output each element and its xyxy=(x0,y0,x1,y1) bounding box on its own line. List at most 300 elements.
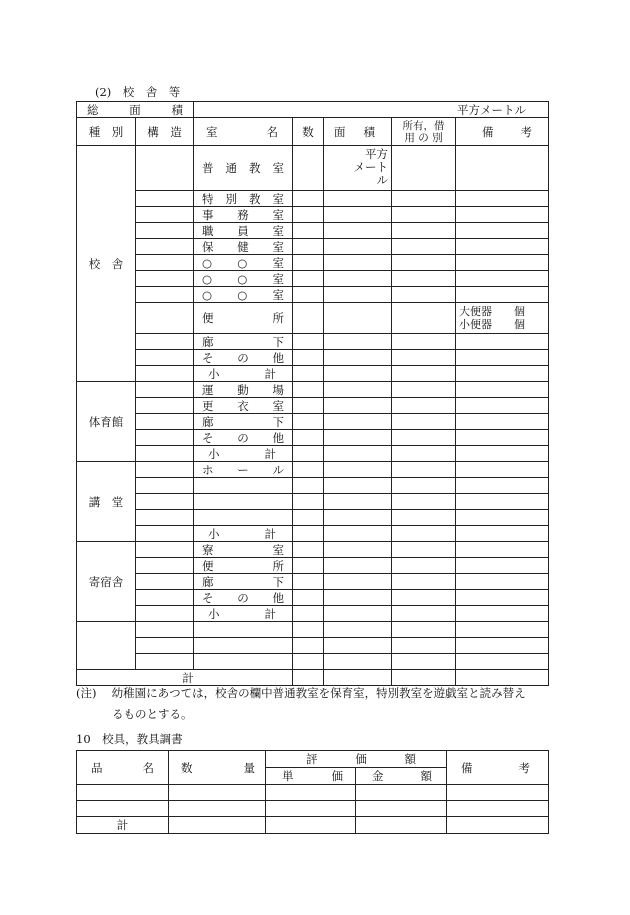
char: ○ xyxy=(237,271,248,286)
room-name xyxy=(194,271,293,287)
remarks-cell xyxy=(456,430,549,446)
char: 室 xyxy=(272,161,284,175)
char: 保 xyxy=(202,239,214,254)
remarks-cell xyxy=(456,542,549,558)
room-name-text xyxy=(208,367,276,381)
char: 下 xyxy=(272,414,284,429)
area-cell xyxy=(324,574,392,590)
t2-header-unit-price xyxy=(266,768,356,785)
room-name-text xyxy=(208,607,276,621)
remarks-cell xyxy=(456,398,549,414)
remarks-cell xyxy=(456,223,549,239)
count-cell xyxy=(293,223,324,239)
room-name-text xyxy=(202,288,284,302)
remarks-cell xyxy=(456,207,549,223)
room-row xyxy=(77,558,549,574)
char: 所 xyxy=(272,558,284,573)
remarks-cell xyxy=(456,239,549,255)
room-row xyxy=(77,526,549,542)
char: 他 xyxy=(272,430,284,445)
room-row xyxy=(77,398,549,414)
room-name xyxy=(194,146,293,191)
t2-header-remarks xyxy=(447,751,549,785)
count-cell xyxy=(293,239,324,255)
remarks-cell xyxy=(456,446,549,462)
char: 小 xyxy=(208,606,220,621)
header-area xyxy=(324,118,392,146)
remarks-cell xyxy=(456,255,549,271)
structure-cell xyxy=(136,239,194,255)
room-name xyxy=(194,398,293,414)
area-unit-cell xyxy=(324,146,392,191)
ownership-cell xyxy=(392,558,456,574)
room-name-text xyxy=(202,161,284,175)
area-cell xyxy=(324,239,392,255)
structure-cell xyxy=(136,366,194,382)
total-area-row xyxy=(77,102,549,118)
area-cell xyxy=(324,287,392,303)
room-row xyxy=(77,510,549,526)
header-type: 種 別 xyxy=(77,118,136,146)
structure-cell xyxy=(136,350,194,366)
structure-cell xyxy=(136,303,194,334)
t2-blank-cell xyxy=(356,801,447,817)
count-cell xyxy=(293,510,324,526)
room-name-text xyxy=(202,399,284,413)
room-name xyxy=(194,382,293,398)
total-area-label xyxy=(77,102,194,118)
area-cell xyxy=(324,350,392,366)
count-cell xyxy=(293,191,324,207)
room-name xyxy=(194,542,293,558)
char: 運 xyxy=(202,382,214,397)
ownership-cell xyxy=(392,146,456,191)
header-remarks xyxy=(456,118,549,146)
char: 小 xyxy=(208,366,220,381)
ownership-cell xyxy=(392,446,456,462)
structure-cell xyxy=(136,526,194,542)
ownership-cell xyxy=(392,191,456,207)
room-name xyxy=(194,510,293,526)
char: 衣 xyxy=(237,398,249,413)
blank-cell xyxy=(136,654,194,670)
room-name xyxy=(194,287,293,303)
room-name-text xyxy=(202,311,284,325)
blank-cell xyxy=(456,622,549,638)
section-title: (2) 校 舎 等 xyxy=(95,85,181,99)
header-ownership-line: 所有，借 xyxy=(402,119,445,132)
area-cell xyxy=(324,303,392,334)
blank-cell xyxy=(136,622,194,638)
room-name xyxy=(194,207,293,223)
char: 更 xyxy=(202,398,214,413)
remarks-cell xyxy=(456,590,549,606)
room-name xyxy=(194,414,293,430)
char: 額 xyxy=(404,752,416,766)
char: 価 xyxy=(355,752,367,766)
char: 面 xyxy=(334,124,346,139)
area-cell xyxy=(324,398,392,414)
area-cell xyxy=(324,414,392,430)
blank-cell xyxy=(293,654,324,670)
header-row xyxy=(77,118,549,146)
char: 特 xyxy=(202,191,214,206)
room-row xyxy=(77,223,549,239)
remarks-cell xyxy=(456,494,549,510)
char: ○ xyxy=(202,287,213,302)
char: 室 xyxy=(272,271,284,286)
t2-blank-cell xyxy=(266,801,356,817)
structure-cell xyxy=(136,398,194,414)
char: 事 xyxy=(202,207,214,222)
total-area-unit: 平方メートル xyxy=(194,102,549,118)
area-cell xyxy=(324,382,392,398)
count-cell xyxy=(293,146,324,191)
t2-blank-cell xyxy=(356,785,447,801)
t2-blank-cell xyxy=(77,801,169,817)
header-count: 数 xyxy=(293,118,324,146)
room-name xyxy=(194,446,293,462)
char: の xyxy=(237,350,249,365)
structure-cell xyxy=(136,606,194,622)
room-name xyxy=(194,494,293,510)
room-name-text xyxy=(202,415,284,429)
t2-blank-row xyxy=(77,801,549,817)
count-cell xyxy=(293,366,324,382)
total-cell xyxy=(324,670,392,686)
structure-cell xyxy=(136,510,194,526)
group-name xyxy=(77,462,136,542)
remarks-cell xyxy=(456,287,549,303)
count-cell xyxy=(293,478,324,494)
ownership-cell xyxy=(392,462,456,478)
char: 室 xyxy=(272,191,284,206)
count-cell xyxy=(293,542,324,558)
room-name-text xyxy=(208,527,276,541)
blank-cell xyxy=(293,622,324,638)
char: 寮 xyxy=(202,542,214,557)
ownership-cell xyxy=(392,382,456,398)
facility-table xyxy=(76,101,549,686)
t2-header-amount-text xyxy=(372,769,432,783)
count-cell xyxy=(293,271,324,287)
char: 室 xyxy=(272,542,284,557)
char: 計 xyxy=(264,606,276,621)
room-row xyxy=(77,191,549,207)
char: 教 xyxy=(249,161,261,175)
section2-title: 10 校具，教具調書 xyxy=(76,732,183,746)
room-row xyxy=(77,478,549,494)
ownership-cell xyxy=(392,606,456,622)
t2-total-cell xyxy=(266,817,356,834)
char: 小 xyxy=(208,446,220,461)
room-name xyxy=(194,462,293,478)
room-name-text xyxy=(202,463,284,477)
room-name xyxy=(194,430,293,446)
char: 室 xyxy=(272,287,284,302)
ownership-cell xyxy=(392,303,456,334)
total-cell xyxy=(293,670,324,686)
char: 室 xyxy=(272,223,284,238)
blank-cell xyxy=(324,654,392,670)
char: 考 xyxy=(520,124,532,139)
count-cell xyxy=(293,350,324,366)
t2-blank-cell xyxy=(77,785,169,801)
char: 単 xyxy=(282,769,294,783)
room-row xyxy=(77,239,549,255)
ownership-cell xyxy=(392,590,456,606)
t2-header-quantity xyxy=(169,751,266,785)
char: ○ xyxy=(202,271,213,286)
remarks-cell xyxy=(456,366,549,382)
structure-cell xyxy=(136,414,194,430)
blank-cell xyxy=(194,638,293,654)
remarks-cell xyxy=(456,271,549,287)
room-name-text xyxy=(202,591,284,605)
char: 動 xyxy=(237,382,249,397)
char: の xyxy=(237,590,249,605)
area-cell xyxy=(324,542,392,558)
ownership-cell xyxy=(392,223,456,239)
room-row xyxy=(77,366,549,382)
t2-header-row-1 xyxy=(77,751,549,768)
t2-header-item xyxy=(77,751,169,785)
char: 計 xyxy=(264,526,276,541)
room-name xyxy=(194,223,293,239)
header-room-text xyxy=(206,125,278,139)
char: ○ xyxy=(237,255,248,270)
t2-blank-row xyxy=(77,785,549,801)
area-cell xyxy=(324,366,392,382)
count-cell xyxy=(293,526,324,542)
room-row xyxy=(77,350,549,366)
char: 室 xyxy=(272,398,284,413)
group-name-text: 講 堂 xyxy=(88,494,124,509)
char: ル xyxy=(272,462,284,477)
count-cell xyxy=(293,382,324,398)
room-name-text xyxy=(202,543,284,557)
blank-cell xyxy=(194,654,293,670)
char: 室 xyxy=(272,207,284,222)
area-unit-line: ル xyxy=(376,173,388,187)
room-row xyxy=(77,303,549,334)
char: 額 xyxy=(420,769,432,783)
ownership-cell xyxy=(392,350,456,366)
char: ホ xyxy=(202,462,214,477)
char: 名 xyxy=(266,124,278,139)
blank-cell xyxy=(324,622,392,638)
area-cell xyxy=(324,334,392,350)
char: 面 xyxy=(129,102,141,117)
area-cell xyxy=(324,271,392,287)
total-cell xyxy=(456,670,549,686)
structure-cell xyxy=(136,478,194,494)
ownership-cell xyxy=(392,526,456,542)
room-name xyxy=(194,526,293,542)
toilet-note-line: 小便器 個 xyxy=(459,318,525,331)
area-unit-line: メート xyxy=(353,160,388,174)
equipment-table xyxy=(76,750,549,834)
t2-total-row xyxy=(77,817,549,834)
char: ○ xyxy=(237,287,248,302)
group-name-text: 校 舎 xyxy=(88,256,124,271)
char: 数 xyxy=(181,760,193,775)
group-name xyxy=(77,382,136,462)
header-ownership-line: 用 の 別 xyxy=(404,131,443,144)
room-name-text xyxy=(202,208,284,222)
char: 別 xyxy=(225,191,237,206)
structure-cell xyxy=(136,382,194,398)
structure-cell xyxy=(136,334,194,350)
room-name xyxy=(194,606,293,622)
structure-cell xyxy=(136,271,194,287)
char: 価 xyxy=(331,769,343,783)
ownership-cell xyxy=(392,255,456,271)
area-cell xyxy=(324,255,392,271)
count-cell xyxy=(293,558,324,574)
blank-row xyxy=(77,622,549,638)
area-cell xyxy=(324,430,392,446)
structure-cell xyxy=(136,558,194,574)
structure-cell xyxy=(136,542,194,558)
count-cell xyxy=(293,414,324,430)
header-area-text xyxy=(334,125,375,139)
area-cell xyxy=(324,207,392,223)
remarks-cell xyxy=(456,191,549,207)
char: 考 xyxy=(518,760,530,775)
area-cell xyxy=(324,558,392,574)
blank-cell xyxy=(456,638,549,654)
char: 職 xyxy=(202,223,214,238)
group-name-text: 寄宿舎 xyxy=(88,574,124,589)
t2-header-valuation xyxy=(266,751,447,768)
char: 下 xyxy=(272,334,284,349)
char: ○ xyxy=(202,255,213,270)
ownership-cell xyxy=(392,398,456,414)
char: 員 xyxy=(237,223,249,238)
room-row xyxy=(77,446,549,462)
area-cell xyxy=(324,446,392,462)
t2-header-remarks-text xyxy=(461,761,530,775)
header-ownership xyxy=(392,118,456,146)
ownership-cell xyxy=(392,494,456,510)
header-room xyxy=(194,118,293,146)
char: 室 xyxy=(206,124,218,139)
note-prefix: (注) xyxy=(76,686,97,700)
char: の xyxy=(237,430,249,445)
structure-cell xyxy=(136,255,194,271)
note-line-2: るものとする。 xyxy=(112,707,193,721)
remarks-cell xyxy=(456,558,549,574)
structure-cell xyxy=(136,207,194,223)
room-name-text xyxy=(208,447,276,461)
room-name-text xyxy=(202,192,284,206)
ownership-cell xyxy=(392,510,456,526)
char: 室 xyxy=(272,239,284,254)
room-row xyxy=(77,207,549,223)
char: 務 xyxy=(237,207,249,222)
char: 下 xyxy=(272,574,284,589)
remarks-cell xyxy=(456,350,549,366)
char: 備 xyxy=(482,124,494,139)
char: 計 xyxy=(264,366,276,381)
blank-group xyxy=(77,622,136,670)
room-name-text xyxy=(202,256,284,270)
remarks-cell xyxy=(456,526,549,542)
t2-header-quantity-text xyxy=(181,761,255,775)
count-cell xyxy=(293,207,324,223)
area-cell xyxy=(324,494,392,510)
room-row xyxy=(77,590,549,606)
t2-blank-cell xyxy=(169,801,266,817)
room-row xyxy=(77,287,549,303)
blank-cell xyxy=(392,654,456,670)
room-row xyxy=(77,430,549,446)
char: 評 xyxy=(306,752,318,766)
count-cell xyxy=(293,494,324,510)
char: 室 xyxy=(272,255,284,270)
total-area-label-text xyxy=(87,103,183,117)
count-cell xyxy=(293,303,324,334)
t2-blank-cell xyxy=(266,785,356,801)
char: 量 xyxy=(243,760,255,775)
t2-total-cell xyxy=(447,817,549,834)
char: 名 xyxy=(142,760,154,775)
note-line-1 xyxy=(76,685,526,701)
room-row xyxy=(77,255,549,271)
t2-total-cell xyxy=(169,817,266,834)
count-cell xyxy=(293,606,324,622)
room-name-text xyxy=(202,575,284,589)
room-name-text xyxy=(202,240,284,254)
room-row xyxy=(77,542,549,558)
room-name xyxy=(194,350,293,366)
ownership-cell xyxy=(392,430,456,446)
group-name xyxy=(77,542,136,622)
room-row xyxy=(77,574,549,590)
char: 便 xyxy=(202,311,214,325)
room-name xyxy=(194,574,293,590)
char: 健 xyxy=(237,239,249,254)
group-name xyxy=(77,146,136,382)
char: 小 xyxy=(208,526,220,541)
structure-cell xyxy=(136,590,194,606)
char: 他 xyxy=(272,590,284,605)
room-row xyxy=(77,146,549,191)
blank-cell xyxy=(456,654,549,670)
t2-header-unit-price-text xyxy=(282,769,343,783)
room-row xyxy=(77,494,549,510)
ownership-cell xyxy=(392,478,456,494)
remarks-cell xyxy=(456,574,549,590)
grand-total-row xyxy=(77,670,549,686)
char: 廊 xyxy=(202,574,214,589)
room-name xyxy=(194,191,293,207)
blank-cell xyxy=(136,638,194,654)
remarks-cell xyxy=(456,334,549,350)
char: 他 xyxy=(272,350,284,365)
t2-header-item-text xyxy=(91,761,154,775)
char: 廊 xyxy=(202,334,214,349)
toilet-note-line: 大便器 個 xyxy=(459,305,525,318)
structure-cell xyxy=(136,146,194,191)
blank-cell xyxy=(392,622,456,638)
ownership-cell xyxy=(392,366,456,382)
t2-blank-cell xyxy=(169,785,266,801)
blank-row xyxy=(77,638,549,654)
count-cell xyxy=(293,446,324,462)
room-name xyxy=(194,255,293,271)
